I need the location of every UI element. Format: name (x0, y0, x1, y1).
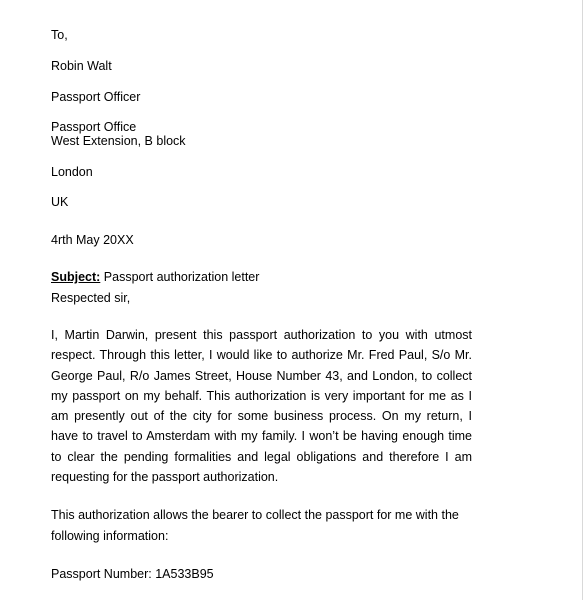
recipient-title: Passport Officer (51, 90, 141, 104)
body-paragraph-2-line-2: following information: (51, 529, 169, 543)
address-line-2: West Extension, B block (51, 134, 186, 148)
salutation: Respected sir, (51, 291, 131, 305)
letter-date: 4rth May 20XX (51, 233, 134, 247)
city: London (51, 165, 93, 179)
body-paragraph-2-line-1: This authorization allows the bearer to collect the passport for me with the (51, 508, 459, 522)
recipient-name: Robin Walt (51, 59, 112, 73)
subject-label: Subject: (51, 270, 101, 284)
subject-line (51, 270, 259, 285)
passport-number: Passport Number: 1A533B95 (51, 567, 214, 581)
country: UK (51, 195, 69, 209)
to-label: To, (51, 28, 68, 42)
subject-text: Passport authorization letter (100, 270, 260, 284)
body-paragraph-1: I, Martin Darwin, present this passport authorization to you with utmost respect. Through this letter, I would like to authorize Mr. Fred Paul, S/o Mr. George Paul, R/o James Street, House Number 43, and London, to collect my passport on my behalf. This authorization is very important for me as I am presently out of the city for some business process. On my return, I have to travel to Amsterdam with my family. I won’t be having enough time to clear the pending formalities and legal obligations and therefore I am requesting for the passport authorization. (51, 328, 472, 485)
address-line-1: Passport Office (51, 120, 137, 134)
